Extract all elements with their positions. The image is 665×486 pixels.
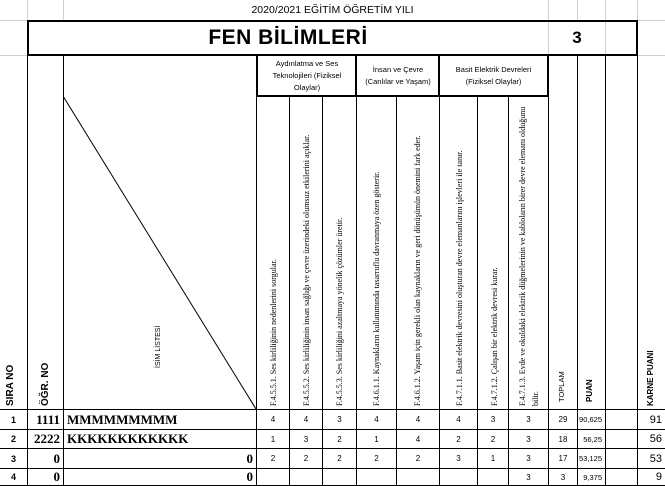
row-student-name[interactable]: 0 xyxy=(246,469,253,484)
objective-header-5: F.4.6.1.2. Yaşam için gerekli olan kaynakların ve geri dönüşümün önemini fark eder. xyxy=(413,135,422,406)
row-score-cell[interactable]: 4 xyxy=(456,415,461,424)
row-toplam[interactable]: 18 xyxy=(558,434,568,444)
row-sira-no[interactable]: 4 xyxy=(10,472,16,482)
objective-header-2: F.4.5.5.2. Ses kirliliğinin insan sağlığı ve çevre üzerindeki olumsuz etkilerini açıklar. xyxy=(301,134,311,406)
row-student-name[interactable]: MMMMMMMMM xyxy=(67,411,178,427)
row-score-cell[interactable]: 2 xyxy=(337,454,342,463)
row-score-cell[interactable]: 4 xyxy=(374,415,379,424)
row-score-cell[interactable]: 3 xyxy=(337,415,342,424)
row-score-cell[interactable]: 2 xyxy=(490,434,496,444)
row-puan[interactable]: 9,375 xyxy=(583,472,602,482)
row-score-cell[interactable]: 3 xyxy=(526,415,531,424)
row-score-cell[interactable]: 2 xyxy=(456,434,461,444)
row-score-cell[interactable]: 2 xyxy=(415,454,421,463)
row-score-cell[interactable]: 1 xyxy=(374,434,379,444)
row-score-cell[interactable]: 3 xyxy=(303,434,309,444)
row-student-name[interactable]: 0 xyxy=(246,450,253,466)
row-score-cell[interactable]: 3 xyxy=(456,454,461,463)
row-ogr-no[interactable]: 0 xyxy=(53,450,60,466)
school-year-title: 2020/2021 EĞİTİM ÖĞRETİM YILI xyxy=(251,3,414,16)
row-sira-no[interactable]: 1 xyxy=(10,414,16,425)
isim-listesi-header: İSİM LİSTESİ xyxy=(155,325,162,368)
row-sira-no[interactable]: 3 xyxy=(10,453,16,464)
row-karne-puani[interactable]: 53 xyxy=(649,452,662,465)
row-score-cell[interactable]: 4 xyxy=(270,415,276,424)
row-toplam[interactable]: 3 xyxy=(560,472,566,482)
row-score-cell[interactable]: 3 xyxy=(490,415,496,424)
objective-header-1: F.4.5.5.1. Ses kirliliğinin nedenlerini sorgular. xyxy=(268,259,278,406)
row-karne-puani[interactable]: 9 xyxy=(655,471,662,483)
row-score-cell[interactable] xyxy=(290,469,322,485)
row-puan[interactable]: 56,25 xyxy=(583,434,602,444)
row-score-cell[interactable]: 3 xyxy=(526,454,531,463)
row-score-cell[interactable]: 1 xyxy=(490,454,496,463)
row-score-cell[interactable]: 2 xyxy=(337,434,342,444)
row-score-cell[interactable] xyxy=(257,469,289,485)
row-score-cell[interactable] xyxy=(323,469,356,485)
row-ogr-no[interactable]: 2222 xyxy=(34,431,60,446)
objective-header-4: F.4.6.1.1. Kaynakların kullanımında tasarruflu davranmaya özen gösterir. xyxy=(371,171,381,406)
row-score-cell[interactable]: 1 xyxy=(270,434,276,444)
row-sira-no[interactable]: 2 xyxy=(10,434,16,444)
row-score-cell[interactable] xyxy=(478,469,508,485)
group-header-aydinlatma: Aydınlatma ve Ses Teknolojileri (Fiziksel Olaylar) xyxy=(272,58,342,92)
row-karne-puani[interactable]: 91 xyxy=(649,413,662,426)
puan-header: PUAN xyxy=(585,379,594,402)
row-score-cell[interactable] xyxy=(397,469,439,485)
row-karne-puani[interactable]: 56 xyxy=(649,433,662,445)
ogr-no-header: ÖĞR. NO xyxy=(40,362,51,406)
group-header-basit-elektrik: Basit Elektrik Devreleri (Fiziksel Olaylar) xyxy=(455,64,532,86)
row-ogr-no[interactable]: 0 xyxy=(53,469,60,484)
row-score-cell[interactable]: 3 xyxy=(526,472,531,482)
row-score-cell[interactable]: 3 xyxy=(526,434,531,444)
row-toplam[interactable]: 17 xyxy=(558,454,568,463)
sira-no-header: SIRA NO xyxy=(5,364,16,406)
row-puan[interactable]: 53,125 xyxy=(579,454,602,463)
row-puan[interactable]: 90,625 xyxy=(579,415,602,424)
group-header-insan-cevre: İnsan ve Çevre (Canlılar ve Yaşam) xyxy=(365,64,431,86)
row-ogr-no[interactable]: 1111 xyxy=(36,411,60,427)
grade-level: 3 xyxy=(572,27,582,47)
row-student-name[interactable]: KKKKKKKKKKKK xyxy=(67,431,189,446)
row-score-cell[interactable]: 2 xyxy=(270,454,276,463)
subject-title: FEN BİLİMLERİ xyxy=(208,25,368,49)
objective-header-8: F.4.7.1.3. Evde ve okuldaki elektrik düğmelerinin ve kabloların birer devre elemanı olduğunu bilir. xyxy=(518,106,540,406)
row-score-cell[interactable] xyxy=(357,469,396,485)
karne-puani-header: KARNE PUANI xyxy=(646,350,655,406)
row-score-cell[interactable]: 4 xyxy=(415,415,421,424)
objective-header-3: F.4.5.5.3. Ses kirliliğini azaltmaya yönelik çözümler üretir. xyxy=(334,217,344,406)
objective-header-6: F.4.7.1.1. Basit elektrik devresini oluşturan devre elemanlarını işlevleri ile tanır. xyxy=(454,150,464,406)
objective-header-7: F.4.7.1.2. Çalışan bir elektrik devresi kurar. xyxy=(489,267,499,406)
row-toplam[interactable]: 29 xyxy=(558,415,568,424)
row-score-cell[interactable]: 2 xyxy=(374,454,379,463)
row-score-cell[interactable]: 4 xyxy=(415,434,421,444)
row-score-cell[interactable]: 2 xyxy=(303,454,309,463)
toplam-header: TOPLAM xyxy=(557,371,566,402)
row-score-cell[interactable] xyxy=(440,469,477,485)
row-score-cell[interactable]: 4 xyxy=(303,415,309,424)
